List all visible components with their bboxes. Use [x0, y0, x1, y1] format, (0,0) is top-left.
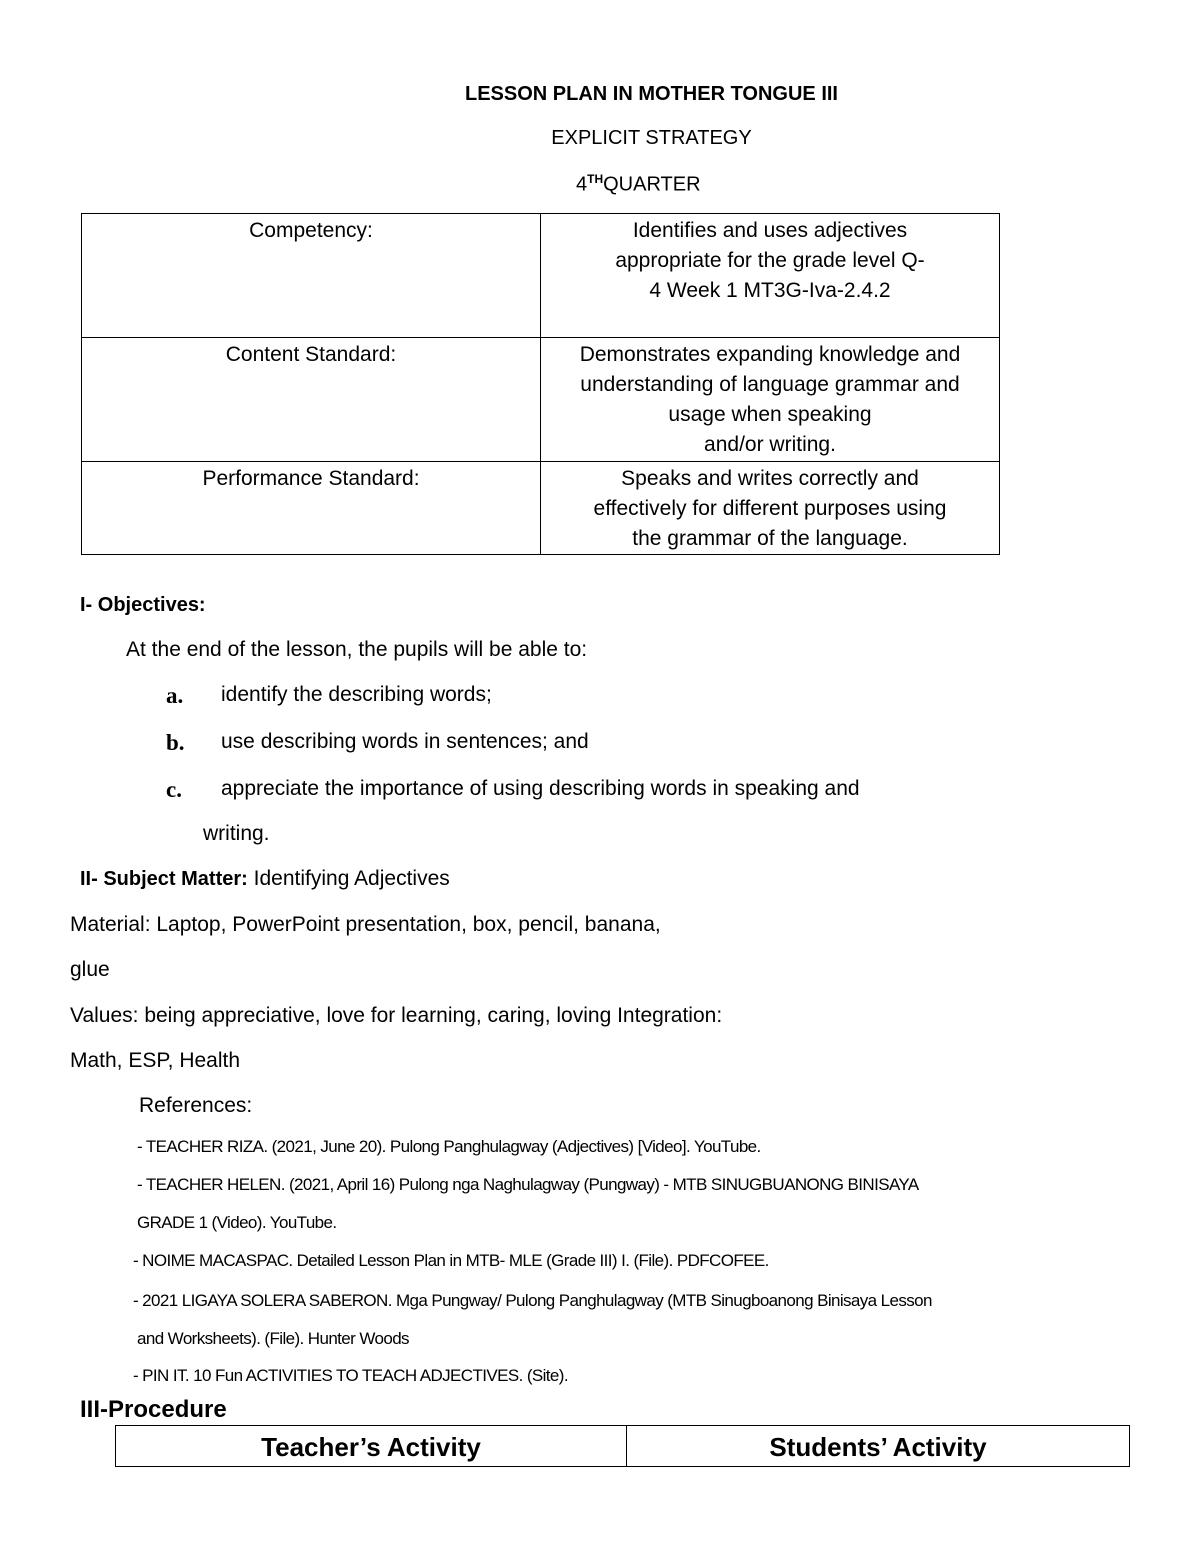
quarter-superscript: TH — [587, 172, 604, 186]
values-line-1: Values: being appreciative, love for learning, caring, loving Integration: — [70, 1004, 723, 1027]
reference-line-4: - NOIME MACASPAC. Detailed Lesson Plan in MTB- MLE (Grade III) I. (File). PDFCOFEE. — [133, 1251, 769, 1270]
students-activity-header: Students’ Activity — [627, 1426, 1130, 1467]
procedure-header-row — [116, 1426, 1130, 1467]
content-standard-value: Demonstrates expanding knowledge and understanding of language grammar and usage when speaking and/or writing. — [541, 338, 1000, 462]
quarter-number: 4 — [576, 173, 588, 196]
material-line-2: glue — [70, 958, 110, 981]
quarter-word: QUARTER — [603, 173, 701, 196]
standards-row-competency — [82, 214, 1000, 338]
references-heading: References: — [139, 1094, 253, 1117]
standards-table — [81, 213, 1000, 555]
performance-standard-value: Speaks and writes correctly and effectively for different purposes using the grammar of the language. — [541, 462, 1000, 555]
objectives-heading: I- Objectives: — [80, 594, 206, 616]
reference-line-3: GRADE 1 (Video). YouTube. — [137, 1213, 337, 1232]
standards-row-performance — [82, 462, 1000, 555]
objective-c-text: appreciate the importance of using describing words in speaking and — [221, 777, 860, 800]
teacher-activity-header: Teacher’s Activity — [116, 1426, 627, 1467]
reference-line-6: and Worksheets). (File). Hunter Woods — [137, 1329, 409, 1348]
competency-value: Identifies and uses adjectives appropriate for the grade level Q- 4 Week 1 MT3G-Iva-2.4.2 — [541, 214, 1000, 338]
reference-line-7: - PIN IT. 10 Fun ACTIVITIES TO TEACH ADJECTIVES. (Site). — [133, 1366, 568, 1385]
document-title: LESSON PLAN IN MOTHER TONGUE III — [465, 83, 838, 105]
procedure-table — [115, 1425, 1130, 1467]
strategy-subtitle: EXPLICIT STRATEGY — [551, 127, 752, 149]
material-line-1: Material: Laptop, PowerPoint presentation, box, pencil, banana, — [70, 913, 661, 936]
objective-b-text: use describing words in sentences; and — [221, 730, 589, 753]
content-standard-label: Content Standard: — [82, 338, 541, 462]
subject-matter-heading: II- Subject Matter: — [80, 868, 248, 890]
subject-matter-line — [80, 867, 450, 891]
reference-line-1: - TEACHER RIZA. (2021, June 20). Pulong Panghulagway (Adjectives) [Video]. YouTube. — [137, 1137, 761, 1156]
objective-c-letter: c. — [166, 777, 182, 802]
subject-matter-topic: Identifying Adjectives — [253, 867, 450, 890]
reference-line-2: - TEACHER HELEN. (2021, April 16) Pulong nga Naghulagway (Pungway) - MTB SINUGBUANONG BINISAYA — [137, 1175, 919, 1194]
objective-b-letter: b. — [166, 730, 185, 755]
values-line-2: Math, ESP, Health — [70, 1049, 241, 1072]
reference-line-5: - 2021 LIGAYA SOLERA SABERON. Mga Pungway/ Pulong Panghulagway (MTB Sinugboanong Binisaya Lesson — [133, 1291, 932, 1310]
objective-c-continuation: writing. — [203, 822, 270, 845]
competency-label: Competency: — [82, 214, 541, 338]
objective-a-text: identify the describing words; — [221, 683, 492, 706]
quarter-subtitle — [576, 172, 701, 197]
standards-row-content — [82, 338, 1000, 462]
objectives-intro: At the end of the lesson, the pupils will be able to: — [126, 638, 588, 661]
procedure-heading: III-Procedure — [80, 1396, 227, 1423]
performance-standard-label: Performance Standard: — [82, 462, 541, 555]
objective-a-letter: a. — [166, 683, 184, 708]
